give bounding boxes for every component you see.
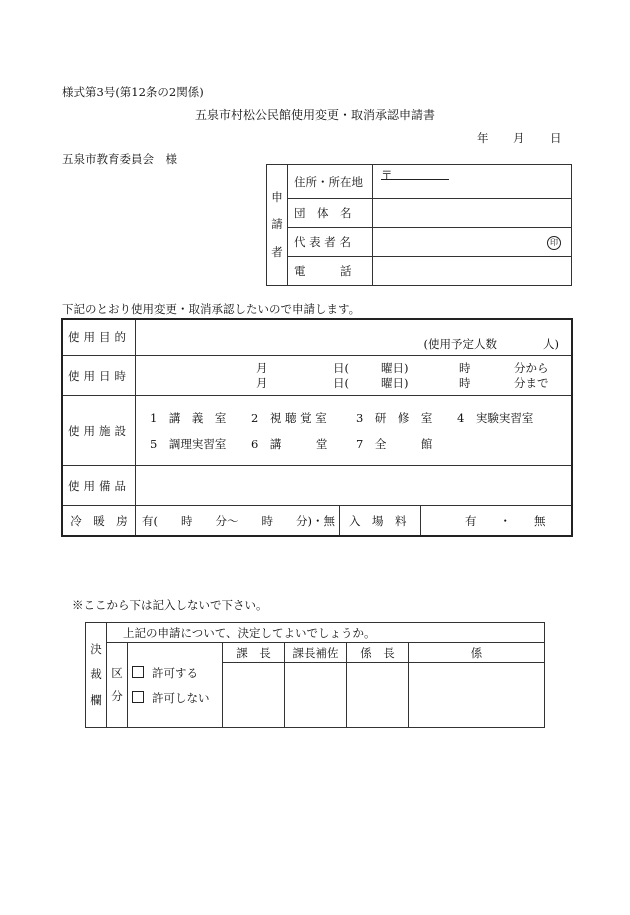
date-month: 月 [513,131,525,145]
phone-field[interactable] [373,256,572,285]
equipment-field[interactable] [136,465,573,505]
admission-value[interactable]: 有 ・ 無 [465,514,546,529]
planned-count: (使用予定人数 人) [423,336,559,351]
checkbox-permit[interactable] [132,666,144,678]
role-unit-chief: 係 長 [347,643,409,663]
decision-options [128,643,223,728]
dt2-day: 日( [333,375,349,390]
representative-label: 代 表 者 名 [288,227,373,256]
facility-2[interactable]: 2 視 聴 覚 室 [251,411,327,426]
stamp-section-chief[interactable] [223,663,285,728]
dt1-weekday: 曜日) [381,360,409,375]
date-day: 日 [550,131,562,145]
representative-field[interactable] [373,227,572,256]
facility-4[interactable]: 4 実験実習室 [457,411,534,426]
facility-6[interactable]: 6 講 堂 [251,437,328,452]
form-title: 五泉市村松公民館使用変更・取消承認申請書 [194,108,435,122]
stamp-deputy-chief[interactable] [285,663,347,728]
dt2-min: 分まで [514,375,549,390]
group-label: 団 体 名 [288,199,373,227]
seal-mark: 印 [547,236,561,250]
facility-1[interactable]: 1 講 義 室 [150,411,227,426]
dt1-day: 日( [333,360,349,375]
aircon-value[interactable]: 有( 時 分～ 時 分)・無 [142,514,335,529]
stamp-staff[interactable] [409,663,545,728]
datetime-label: 使用日時 [62,355,136,395]
applicant-side-label: 申 請 者 [267,165,288,286]
admission-label: 入 場 料 [349,514,407,529]
facility-5[interactable]: 5 調理実習室 [150,437,227,452]
group-field[interactable] [373,199,572,227]
facility-7[interactable]: 7 全 館 [356,437,433,452]
kubun-label: 区 分 [107,643,128,728]
facility-field[interactable] [136,396,573,466]
divider [420,506,421,535]
purpose-field[interactable] [136,319,573,355]
dt1-month: 月 [256,360,268,375]
checkbox-deny[interactable] [132,691,144,703]
aircon-label: 冷 暖 房 [62,506,136,536]
stamp-unit-chief[interactable] [347,663,409,728]
role-section-chief: 課 長 [223,643,285,663]
approval-side-label: 決 裁 欄 [86,623,107,728]
staff-note: ※ここから下は記入しないで下さい。 [72,598,268,612]
divider [339,506,340,535]
facility-3[interactable]: 3 研 修 室 [356,411,433,426]
approval-question: 上記の申請について、決定してよいでしょうか。 [107,623,545,643]
dt2-hour: 時 [459,375,471,390]
facility-label: 使用施設 [62,396,136,466]
equipment-label: 使用備品 [62,465,136,505]
role-deputy-chief: 課長補佐 [285,643,347,663]
dt2-weekday: 曜日) [381,375,409,390]
option-deny[interactable]: 許可しない [132,691,222,705]
aircon-admission-row [136,506,573,536]
postal-underline [381,179,449,180]
form-number: 様式第3号(第12条の2関係) [62,85,204,99]
address-field[interactable] [373,165,572,199]
postal-mark: 〒 [381,168,393,182]
role-staff: 係 [409,643,545,663]
main-table [61,318,573,537]
datetime-field[interactable] [136,355,573,395]
address-label: 住所・所在地 [288,165,373,199]
dt1-min: 分から [514,360,549,375]
purpose-label: 使用目的 [62,319,136,355]
option-permit[interactable]: 許可する [132,666,222,680]
applicant-table [266,164,572,286]
intro-text: 下記のとおり使用変更・取消承認したいので申請します。 [62,302,361,316]
approval-table [85,622,545,728]
addressee: 五泉市教育委員会 様 [62,152,177,166]
date-year: 年 [477,131,489,145]
phone-label: 電 話 [288,256,373,285]
dt1-hour: 時 [459,360,471,375]
dt2-month: 月 [256,375,268,390]
